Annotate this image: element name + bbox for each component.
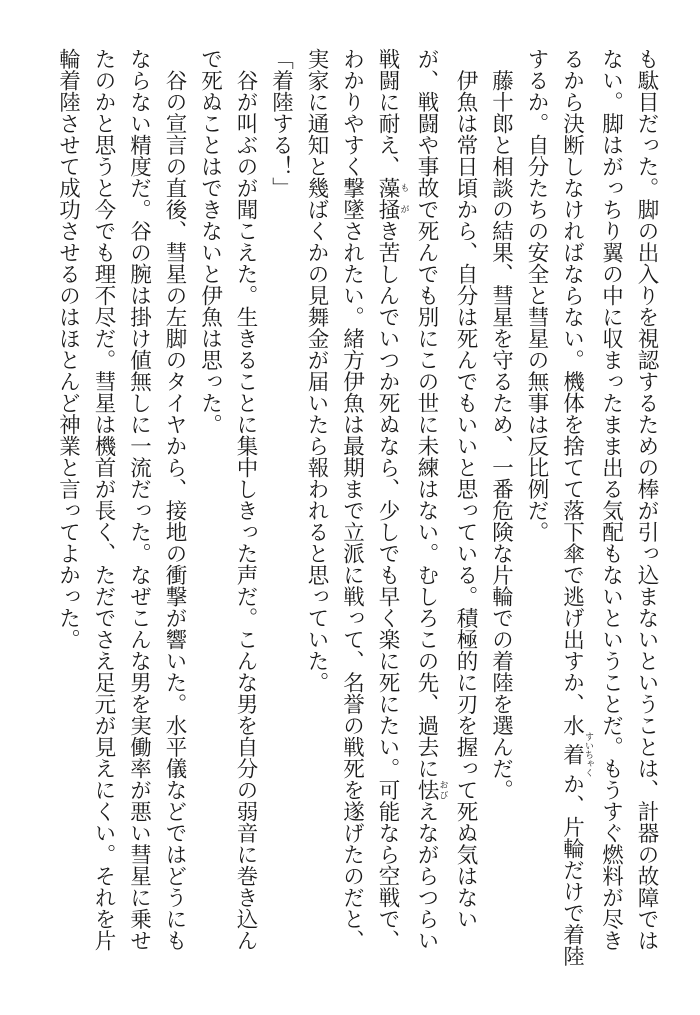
text-line-17: 輪着陸させて成功させるのはほとんど神業と言ってよかった。 [55,48,81,650]
text-line-9: わかりやすく撃墜されたい。緒方伊魚は最期まで立派に戦って、名誉の戦死を遂げたのだと、 [339,48,365,951]
text-line-14: 谷の宣言の直後、彗星の左脚のタイヤから、接地の衝撃が響いた。水平儀などではどうにも [162,69,187,951]
text-line-5: 藤十郎と相談の結果、彗星を守るため、一番危険な片輪での着陸を選んだ。 [488,69,514,801]
ruby-moga: 藻掻もが [375,177,409,220]
text-line-2: ない。脚はがっちり翼の中に収まったまま出る気配もないということだ。もうすぐ燃料が尽き [598,48,624,951]
text-line-1: も駄目だった。脚の出入りを視認するための棒が引っ込まないということは、計器の故障では [634,48,659,951]
vertical-text-block [50,48,664,988]
text-line-3-tail-b: か、片輪だけで着陸 [559,773,585,967]
text-line-6: 伊魚は常日頃から、自分は死んでもいいと思っている。積極的に刃を握って死ぬ気はない [453,69,478,930]
text-line-7: が、戦闘や事故で死んでも別にこの世に未練はない。むしろこの先、過去に怯おびえながらつらい [414,48,448,951]
text-line-12: 谷が叫ぶのが聞こえた。生きることに集中しきった声だ。こんな男を自分の弱音に巻き込ん [233,69,258,951]
text-line-3-tail-a: 水 [559,714,585,736]
text-line-8: 戦闘に耐え、藻掻もがき苦しんでいつか死ぬなら、少しでも早く楽に死にたい。可能なら空戦で、 [375,48,409,951]
text-line-16: たのかと思うと今でも理不尽だ。彗星は機首が長く、ただでさえ足元が見えにくい。それを片 [91,48,116,951]
text-line-4: するか。自分たちの安全と彗星の無事は反比例だ。 [524,48,549,543]
text-line-11: 「着陸する！」 [268,48,294,199]
text-line-3 [554,48,593,988]
ruby-suichaku: 着すいちゃく [559,732,593,777]
ruby-obi: 怯おび [414,779,448,801]
text-line-10: 実家に通知と幾ばくかの見舞金が届いたら報われると思っていた。 [304,48,329,693]
text-line-13: で死ぬことはできないと伊魚は思った。 [197,48,223,435]
text-line-15: ならない精度だ。谷の腕は掛け値無しに一流だった。なぜこんな男を実働率が悪い彗星に乗せ [126,48,152,951]
text-line-3-head: るから決断しなければならない。機体を捨てて落下傘で逃げ出すか、 [559,48,585,715]
